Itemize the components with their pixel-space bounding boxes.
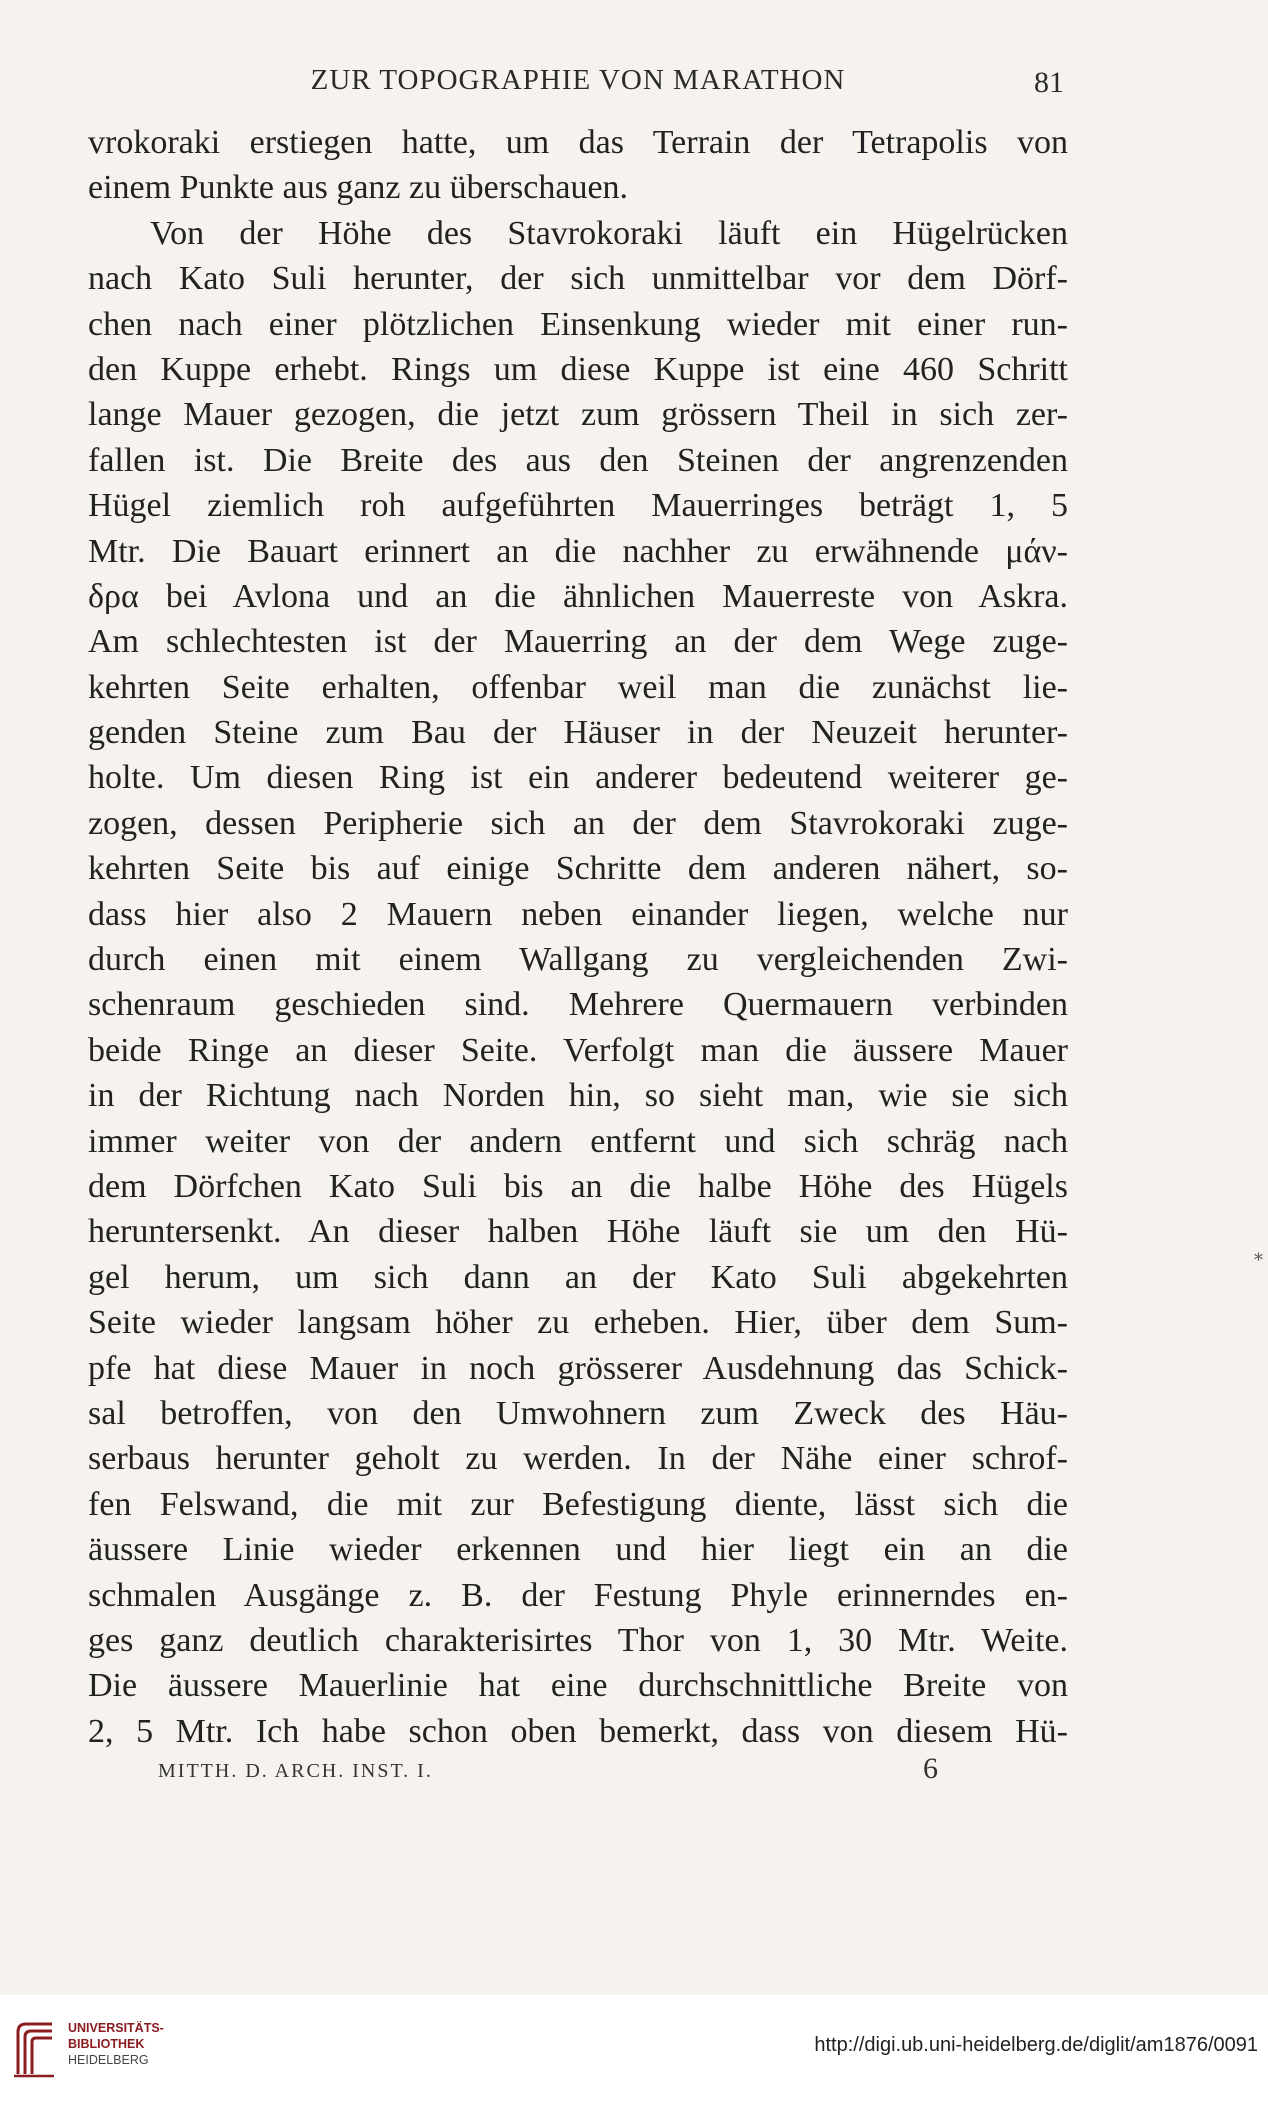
text-line: heruntersenkt. An dieser halben Höhe läuft sie um den Hü- xyxy=(88,1213,1068,1251)
library-name-line2: BIBLIOTHEK xyxy=(68,2037,145,2051)
text-line: zogen, dessen Peripherie sich an der dem Stavrokoraki zuge- xyxy=(88,804,1068,842)
text-line: in der Richtung nach Norden hin, so sieht man, wie sie sich xyxy=(88,1077,1068,1115)
text-line: Seite wieder langsam höher zu erheben. Hier, über dem Sum- xyxy=(88,1304,1068,1342)
library-logo-icon xyxy=(12,2018,56,2080)
text-line: genden Steine zum Bau der Häuser in der Neuzeit herunter- xyxy=(88,714,1068,752)
page-number: 81 xyxy=(1034,66,1064,99)
text-line: gel herum, um sich dann an der Kato Suli abgekehrten xyxy=(88,1258,1068,1296)
text-line: lange Mauer gezogen, die jetzt zum grössern Theil in sich zer- xyxy=(88,396,1068,434)
text-line: immer weiter von der andern entfernt und sich schräg nach xyxy=(88,1122,1068,1160)
text-line: chen nach einer plötzlichen Einsenkung wieder mit einer run- xyxy=(88,305,1068,343)
margin-mark: * xyxy=(1254,1250,1263,1271)
text-line: den Kuppe erhebt. Rings um diese Kuppe ist eine 460 Schritt xyxy=(88,350,1068,388)
text-line: δρα bei Avlona und an die ähnlichen Mauerreste von Askra. xyxy=(88,577,1068,615)
source-url-link[interactable]: http://digi.ub.uni-heidelberg.de/diglit/am1876/0091 xyxy=(814,2034,1258,2056)
library-name xyxy=(68,2020,164,2068)
text-line: fen Felswand, die mit zur Befestigung diente, lässt sich die xyxy=(88,1485,1068,1523)
text-line: einem Punkte aus ganz zu überschauen. xyxy=(88,169,629,207)
text-line: äussere Linie wieder erkennen und hier liegt ein an die xyxy=(88,1531,1068,1569)
text-line: ges ganz deutlich charakterisirtes Thor von 1, 30 Mtr. Weite. xyxy=(88,1621,1068,1659)
text-line: nach Kato Suli herunter, der sich unmittelbar vor dem Dörf- xyxy=(88,260,1068,298)
text-line: vrokoraki erstiegen hatte, um das Terrain der Tetrapolis von xyxy=(88,124,1068,161)
text-line: serbaus herunter geholt zu werden. In der Nähe einer schrof- xyxy=(88,1440,1068,1478)
text-line: dass hier also 2 Mauern neben einander liegen, welche nur xyxy=(88,895,1068,933)
text-line: sal betroffen, von den Umwohnern zum Zweck des Häu- xyxy=(88,1394,1068,1432)
text-line: Von der Höhe des Stavrokoraki läuft ein Hügelrücken xyxy=(150,214,1068,252)
running-head xyxy=(88,60,1068,100)
text-line: kehrten Seite erhalten, offenbar weil man die zunächst lie- xyxy=(88,668,1068,706)
page-footer xyxy=(158,1752,938,1792)
text-line: Mtr. Die Bauart erinnert an die nachher zu erwähnende μάν- xyxy=(88,532,1068,570)
text-line: schmalen Ausgänge z. B. der Festung Phyle erinnerndes en- xyxy=(88,1576,1068,1614)
text-line: Am schlechtesten ist der Mauerring an der dem Wege zuge- xyxy=(88,623,1068,661)
running-title: ZUR TOPOGRAPHIE VON MARATHON xyxy=(310,64,846,96)
text-line: fallen ist. Die Breite des aus den Steinen der angrenzenden xyxy=(88,441,1068,479)
text-line: schenraum geschieden sind. Mehrere Quermauern verbinden xyxy=(88,986,1068,1024)
text-line: kehrten Seite bis auf einige Schritte dem anderen nähert, so- xyxy=(88,850,1068,888)
text-line: Die äussere Mauerlinie hat eine durchschnittliche Breite von xyxy=(88,1667,1068,1705)
text-line: holte. Um diesen Ring ist ein anderer bedeutend weiterer ge- xyxy=(88,759,1068,797)
text-line: durch einen mit einem Wallgang zu vergleichenden Zwi- xyxy=(88,941,1068,979)
library-name-line3: HEIDELBERG xyxy=(68,2053,149,2067)
library-name-line1: UNIVERSITÄTS- xyxy=(68,2021,164,2035)
text-line: dem Dörfchen Kato Suli bis an die halbe Höhe des Hügels xyxy=(88,1167,1068,1205)
printer-signature: MITTH. D. ARCH. INST. I. xyxy=(158,1760,433,1782)
text-line: 2, 5 Mtr. Ich habe schon oben bemerkt, dass von diesem Hü- xyxy=(88,1712,1068,1750)
text-line: beide Ringe an dieser Seite. Verfolgt man die äussere Mauer xyxy=(88,1031,1068,1069)
text-line: Hügel ziemlich roh aufgeführten Mauerringes beträgt 1, 5 xyxy=(88,487,1068,525)
text-line: pfe hat diese Mauer in noch grösserer Ausdehnung das Schick- xyxy=(88,1349,1068,1387)
sheet-number: 6 xyxy=(923,1752,938,1785)
body-text xyxy=(88,120,1068,1754)
